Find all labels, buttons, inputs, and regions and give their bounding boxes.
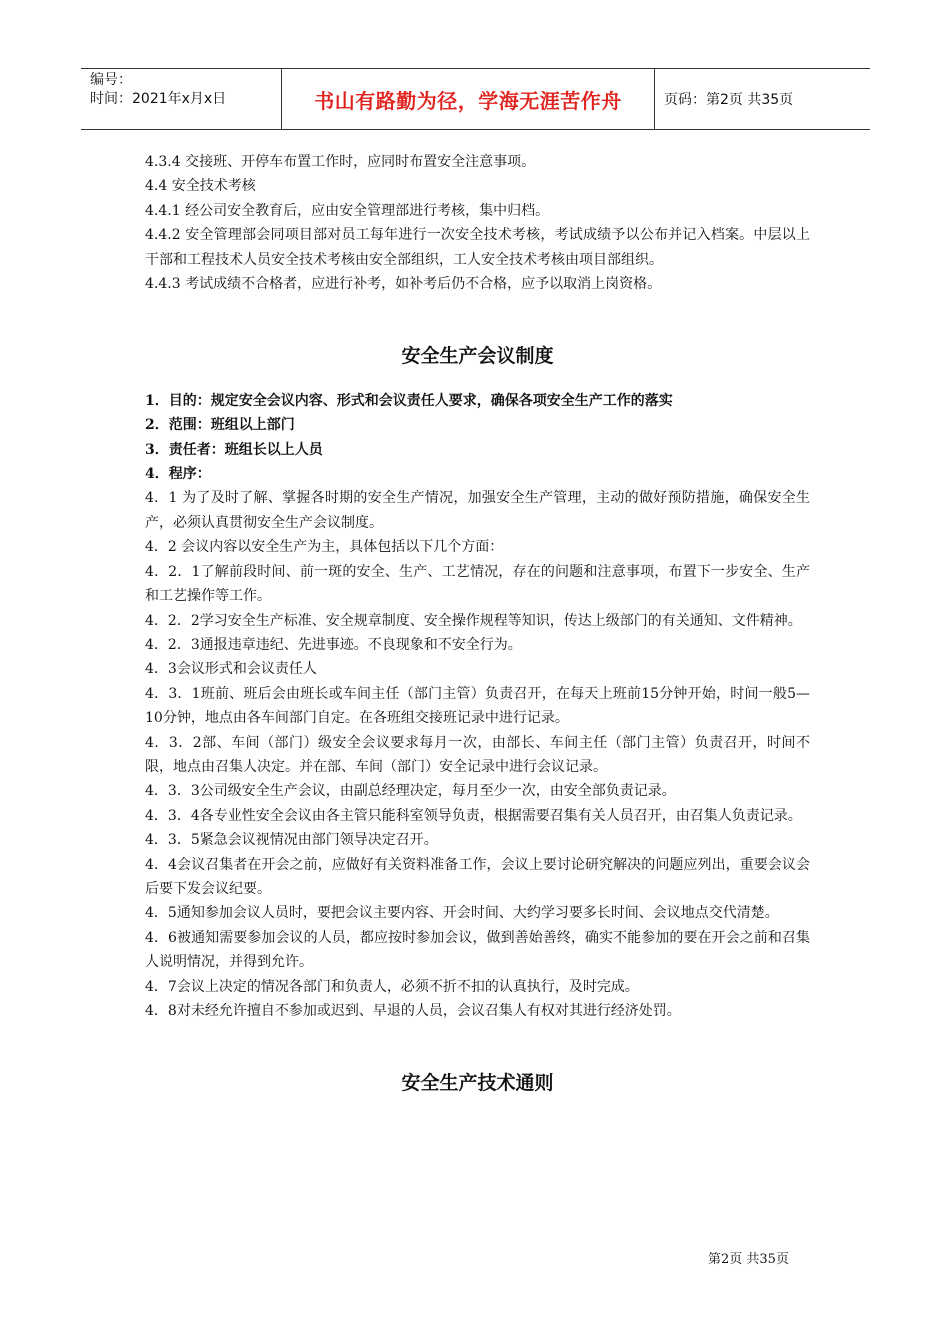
paragraph: 4．3．2部、车间（部门）级安全会议要求每月一次，由部长、车间主任（部门主管）负责召开，时间不限，地点由召集人决定。并在部、车间（部门）安全记录中进行会议记录。 [145,734,810,775]
serial-label: 编号： [90,72,132,88]
scope-item: 2．范围：班组以上部门 [145,417,295,434]
paragraph: 4．2 会议内容以安全生产为主，具体包括以下几个方面： [145,539,504,556]
header-page-label: 页码：第2页 共35页 [664,92,794,108]
paragraph: 4．6被通知需要参加会议的人员，都应按时参加会议，做到善始善终，确实不能参加的要在开会之前和召集人说明情况，并得到允许。 [145,929,810,971]
paragraph: 4．4会议召集者在开会之前，应做好有关资料准备工作，会议上要讨论研究解决的问题应列出，重要会议会后要下发会议纪要。 [145,856,810,897]
paragraph: 4．2．3通报违章违纪、先进事迹。不良现象和不安全行为。 [145,636,522,653]
paragraph: 4.4 安全技术考核 [145,178,256,195]
paragraph: 4.3.4 交接班、开停车布置工作时，应同时布置安全注意事项。 [145,154,536,170]
motto-text: 书山有路勤为径，学海无涯苦作舟 [314,88,622,113]
paragraph: 4．3．4各专业性安全会议由各主管只能科室领导负责，根据需要召集有关人员召开，由召集人负责记录。 [145,807,802,824]
paragraph: 4．3会议形式和会议责任人 [145,661,317,678]
page-footer [708,1248,789,1267]
paragraph: 4．2．1了解前段时间、前一斑的安全、生产、工艺情况，存在的问题和注意事项，布置下一步安全、生产和工艺操作等工作。 [145,563,810,605]
document-body [145,150,810,1096]
header-motto-cell [281,69,655,129]
paragraph: 4．5通知参加会议人员时，要把会议主要内容、开会时间、大约学习要多长时间、会议地点交代清楚。 [145,905,779,922]
paragraph: 4．3．1班前、班后会由班长或车间主任（部门主管）负责召开，在每天上班前15分钟开始，时间一般5—10分钟，地点由各车间部门自定。在各班组交接班记录中进行记录。 [145,685,810,727]
purpose-item: 1．目的：规定安全会议内容、形式和会议责任人要求，确保各项安全生产工作的落实 [145,392,673,409]
header-left-cell [81,69,281,129]
paragraph: 4．7会议上决定的情况各部门和负责人，必须不折不扣的认真执行，及时完成。 [145,978,639,995]
paragraph: 4.4.1 经公司安全教育后，应由安全管理部进行考核，集中归档。 [145,202,550,219]
page-header [81,68,870,130]
paragraph: 4.4.3 考试成绩不合格者，应进行补考，如补考后仍不合格，应予以取消上岗资格。 [145,276,662,293]
time-label: 时间：2021年x月x日 [90,91,227,107]
paragraph: 4.4.2 安全管理部会同项目部对员工每年进行一次安全技术考核，考试成绩予以公布并记入档案。中层以上干部和工程技术人员安全技术考核由安全部组织，工人安全技术考核由项目部组织。 [145,227,810,268]
responsible-item: 3．责任者：班组长以上人员 [145,441,323,458]
paragraph: 4．8对未经允许擅自不参加或迟到、早退的人员，会议召集人有权对其进行经济处罚。 [145,1003,681,1019]
paragraph: 4．3．3公司级安全生产会议，由副总经理决定，每月至少一次，由安全部负责记录。 [145,783,676,800]
section-title-meeting: 安全生产会议制度 [401,345,554,368]
footer-page-label: 第2页 共35页 [708,1252,789,1267]
paragraph: 4．2．2学习安全生产标准、安全规章制度、安全操作规程等知识，传达上级部门的有关通知、文件精神。 [145,612,802,629]
paragraph: 4．1 为了及时了解、掌握各时期的安全生产情况，加强安全生产管理，主动的做好预防措施，确保安全生产，必须认真贯彻安全生产会议制度。 [145,490,810,531]
procedure-item: 4．程序： [145,466,211,483]
section-assessment [145,150,810,296]
header-page-cell [655,69,870,129]
section-meeting [145,389,810,1024]
paragraph: 4．3．5紧急会议视情况由部门领导决定召开。 [145,832,438,849]
section-title-technical: 安全生产技术通则 [401,1072,554,1095]
